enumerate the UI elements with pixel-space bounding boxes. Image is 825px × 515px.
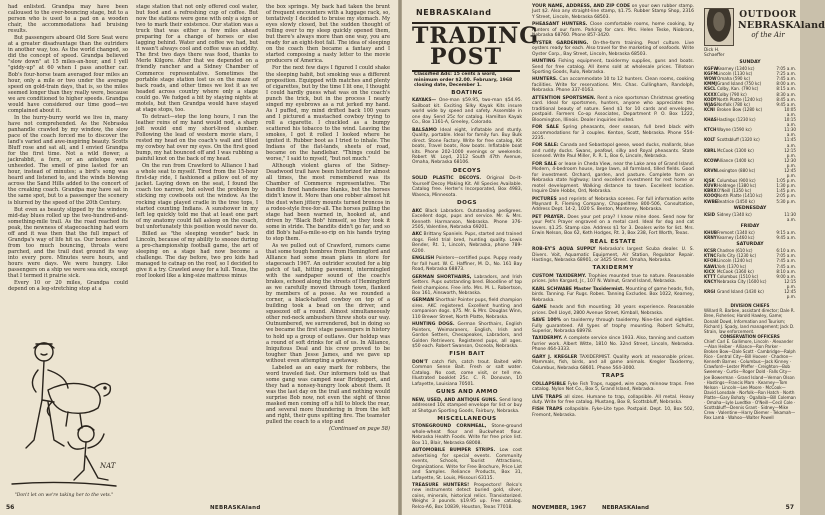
broadcast-time: 8:10 a.m. <box>776 268 796 274</box>
classified-ad <box>412 398 522 414</box>
station-call-sign: KOOQ <box>704 193 718 199</box>
station-call-sign: KTNC <box>704 253 717 259</box>
classified-ad-text: Stone-ground whole-wheat flour and Buckwheat flour. Nebraska Health Foods. Write for free price list. Box 11, Blair, Nebraska 68008. <box>412 424 523 446</box>
classified-ad <box>412 298 522 320</box>
broadcast-time: 12:45 p.m. <box>784 289 796 300</box>
schedule-day-heading: WEDNESDAY <box>733 205 767 211</box>
station-location: Lexington (880 kc) <box>717 167 756 173</box>
classified-ad <box>412 128 522 166</box>
broadcast-time: 7:05 a.m. <box>776 253 796 259</box>
classified-ad-text: Fishing equipment, taxidermy supplies, guns and boats. Send for free catalog. All items sold at wholesale prices. Tillotson Sporting Goods, Rulo, Nebraska. <box>532 59 695 75</box>
broadcast-time: 9:15 a.m. <box>776 230 796 235</box>
classified-ad <box>532 336 694 352</box>
broadcast-time: 9:00 a.m. <box>776 273 796 279</box>
classified-section-heading: TRAPS <box>601 373 625 380</box>
station-call-sign: KMMJ <box>704 81 717 87</box>
schedule-row <box>704 137 796 147</box>
classified-ad-lead: FISH TRAPS <box>532 407 563 413</box>
broadcast-time: 8:00 a.m. <box>776 81 796 87</box>
classified-ad-lead: BALSAMO <box>412 127 437 133</box>
classified-ad-lead: PHEASANT HUNTERS. <box>532 22 588 28</box>
classified-ad <box>532 4 694 20</box>
classified-ad-text: Black Labradors. Outstanding pedigrees. Excellent dogs, pups and service. Mr. & Mrs. Kenneth Harmanson, Nebraska. Phone 376-2505, Valentine, Nebraska 69201. <box>412 208 522 230</box>
broadcast-time: 12:15 p.m. <box>784 278 796 289</box>
cartoon-illustration <box>8 330 120 490</box>
classified-ad-text: Send long addressed 10c stamped envelope for list or buy at Shotgun Sporting Goods, Fairbury, Nebraska. <box>412 397 523 414</box>
schedule-row <box>704 235 796 240</box>
station-call-sign: KUVR <box>704 183 717 189</box>
classified-ad <box>412 483 522 510</box>
classified-section-heading: FISH BAIT <box>449 351 485 358</box>
schedule-row <box>704 289 796 299</box>
schedule-day-heading: SUNDAY <box>739 60 761 65</box>
masthead-title: TRADING POST <box>412 23 539 70</box>
left-page <box>0 0 398 515</box>
station-location: Sidney (1340 kc) <box>717 211 752 217</box>
station-location: Falls City (1230 kc) <box>717 253 757 259</box>
classified-ad-lead: YOUR NAME, ADDRESS, AND ZIP CODE <box>532 4 631 9</box>
station-call-sign: KHUB <box>704 230 718 235</box>
broadcast-time: 6:10 a.m. <box>776 248 796 254</box>
station-location: Broken Bow (1280 kc) <box>717 106 763 112</box>
classified-ad-lead: ATTENTION SPORTSMEN. <box>532 95 596 101</box>
station-call-sign: KCSR <box>704 248 717 254</box>
station-location: Kearney (1460 kc) <box>717 235 755 241</box>
classified-ad-text: all sizes. Humane to trap, collapsible. All metal. Heavy duty. Write for free catalog. Mustang, Box 8, Scottsbluff, Nebraska. <box>532 394 694 405</box>
cartoon-caption: "Don't let on we're taking her to the vets." <box>14 493 114 498</box>
station-call-sign: KBRL <box>704 147 717 153</box>
station-location: Fremont (1340 kc) <box>717 230 755 235</box>
station-call-sign: KGFM <box>704 71 718 77</box>
classified-ad <box>532 407 694 418</box>
classified-ad-text: Original Do-It-Yourself Decoy Making Kit. All Species Available. Catalog free. Herter's Incorporated, Box 4983, Waseca, Minnesota. <box>412 176 523 198</box>
classified-ad <box>532 197 694 213</box>
classified-ad <box>532 382 694 393</box>
classified-ad <box>532 318 694 334</box>
classified-ad-text: Prospectors! Relco's new instruments detect buried gold, silver, coins, minerals, historical relics. Transistorized. Weighs 3 pounds. $19.95 up. Free catalog. Relco-A6, Box 10839, Houston, Texas 77018. <box>412 483 522 510</box>
schedule-day-heading: FRIDAY <box>740 223 760 229</box>
classified-ad-text: Ideal eight, inflatable and sturdy. Quality, portable. Ideal for family fun. Buy Bulk direct. Stone Factory. Write for free catalog, Kit boats, Travel boats, Row boats. Inflatable boat kits. Phone 202-1000 evenings or weekends. Robert W. Loyd, 2112 South 47th Avenue, Omaha, Nebraska 68106. <box>412 127 522 166</box>
article-paragraph: Labeled as an easy mark for robbers, the word traveled fast. Our informers told us that some gang was camped near Bridgeport, and they had a nonsey-hungry look about them. It was the last day on the trail and nothing would surprise Bob now, not even the sight of three masked men coming off a hill to block the rear, and several more thundering in from the left and right, their guns spitting fire. The teamster pulled the coach to a stop and <box>266 364 390 426</box>
host-photo-caption: Dick H. Schaeffer <box>704 48 725 58</box>
station-call-sign: KOLT <box>704 137 716 143</box>
broadcast-time: 11:45 a.m. <box>784 137 796 148</box>
classified-ad-text: Pointers—certified pups. Puppy ready for fall hunt. W. C. Haffiner, M. D., No. 161 Bay Road, Nebraska 68873. <box>412 256 523 273</box>
radio-schedule <box>704 58 796 420</box>
classified-ad-text: Close comfortable rooms, home cooking, by hunters of our farm. Parking for cars. Mrs. Helen Teske, Niobrara, Nebraska 68760. Phone 857-3420. <box>532 22 694 39</box>
classified-ad-lead: AKC <box>412 232 423 238</box>
classified-ad-lead: OYSTER GARDENING. <box>532 40 589 46</box>
classified-ad <box>532 77 694 93</box>
division-chiefs-text: Willard R. Barbee, assistant director; Dale R. Bree, Fisheries; Harold Hawley, Game; Donald Dowd, Information and Tourism; Richard J. Spady, land management; Jack D. Strain, law enforcement. <box>704 308 795 334</box>
classified-section-heading: DECOYS <box>452 167 482 174</box>
station-location: Colby (790 kc) <box>717 91 747 97</box>
broadcast-time: 12:30 p.m. <box>784 157 796 168</box>
station-call-sign: KJSK <box>704 178 715 184</box>
station-call-sign: KXXX <box>704 91 717 97</box>
classified-section-heading: TAXIDERMY <box>592 265 634 272</box>
broadcast-time: 5:30 p.m. <box>776 198 796 204</box>
broadcast-time: 8:30 a.m. <box>776 91 796 97</box>
station-call-sign: KCNI <box>704 106 715 112</box>
continued-note: (Continued on page 58) <box>329 426 390 433</box>
classified-ad <box>532 215 694 237</box>
classified-ad <box>532 287 694 303</box>
classified-ad <box>532 96 694 123</box>
station-call-sign: KNCY <box>704 278 717 284</box>
classified-ad-text: Low cost advertising for special events. Community events, Schools, Tourist Attractions, Organizations. Write for Free Brochure, Price List and Samples. Reliance Products, Box 31, Lafayette, St. Louis, Missouri 63115. <box>412 448 522 481</box>
classified-ad-text: On-the-farm training. Pearl culture. Live oysters ready for each. Also travel for the marketing of seafoods. Write Oyster Corp., Bay Street, Lincoln, Nebraska 68503. <box>532 40 694 57</box>
schedule-row <box>704 212 796 222</box>
classified-ad <box>532 355 694 371</box>
station-call-sign: KTTT <box>704 273 716 279</box>
station-location: Lincoln (1130 kc) <box>717 71 753 77</box>
classified-rates: Classified Ads: 15 cents a word, minimum order $2.00. February, 1968 closing date, December 1. <box>414 72 513 89</box>
station-location: North Platte (1410 kc) <box>717 193 763 199</box>
article-paragraph: As we pulled out of Crawford, rumors came that some tough hombres from Hemingford and Alliance had some mean plans in store for stagecoach 1967. An outrider scouted for a big patch of tall, hitting pavement, intermingled with the sandpaper sound of the coach's brakes, echoed along the streets of Hemingford as we carefully moved through town, flanked by members of a posse. As we rounded a corner, a black-hatted cowboy on top of a building took a bead on the driver, and squeezed off a round. Almost simultaneously other red-neck ambushers threw shots our way. Outnumbered, we surrendered, but in doing so we became the first stage passengers in history to hold up a group of outlaws. Our holdup was a round of soft drinks for all of us. In Alliance, Iniquitous Deal and his crew proved to be tougher than Jesse James, and we gave up without even attempting a getaway. <box>266 242 390 364</box>
cartoon-signature: NAT <box>100 462 116 470</box>
classified-ad-text: Can accommodate 10 to 12 hunters. Clean rooms, cooking facilities. Write for reservations. Mrs. Chas. Cullingham, Randolph, Nebraska. Phone 337-0163. <box>532 77 694 94</box>
classified-ad-lead: GERMAN <box>412 298 434 304</box>
article-paragraph: On the run from Crawford to Alliance I had a whole seat to myself. Tired from the 15-hour first-day ride, I fashioned a pillow out of my jacket. Laying down on the seat, I found the coach too narrow, but solved the problem by sticking my cowboots out the window. As the rocking stage played cradle in the tree tops, I started counting Indians. A sunshower in my left leg quickly told me that at least one part of my anatomy could fall asleep on the coach, but unfortunately this position would never do. <box>136 163 258 230</box>
station-call-sign: KRNY <box>704 235 717 241</box>
station-location: Omaha (590 kc) <box>717 76 751 82</box>
schedule-row <box>704 168 796 178</box>
classified-ad <box>532 143 694 159</box>
classified-ad <box>532 125 694 141</box>
radio-title-line2: NEBRASKAland <box>738 20 825 31</box>
classified-ad <box>532 41 694 57</box>
article-paragraph: Although violent glares of the Sidney-Deadwood trail have been historized for almost all times, the most remembered was its Chamber of Commerce representative. The bandits fired handsome blanks, but the horses didn't know it. More than one robber almost hit the dust when jittery mounts turned broncos in a rodeo-style free-for-all. The horses pulling the stage had been warned in, hooked at, and driven by "Black Bob" himself, so they took it some in stride. The bandits didn't go far, and so did Bob's half-a-mile-so-rip on his hands trying to stop them. <box>266 163 390 242</box>
division-chiefs-heading: DIVISION CHIEFS <box>730 303 770 309</box>
schedule-row <box>704 148 796 158</box>
station-location: Columbus (900 kc) <box>717 178 756 184</box>
station-location: Chadron (610 kc) <box>717 248 753 254</box>
article-column-3 <box>266 4 390 494</box>
classified-ad-text: German Shorthairs, English Pointers, Weimaraners, English, Irish and Gordon Setters, Chesapeakes, Labradors, and Golden Retrievers. Registered pups, all ages. $50 each. Robert Swanson, Osceola, Nebraska. <box>412 322 522 350</box>
broadcast-time: 1:05 p.m. <box>776 178 796 184</box>
classified-ad <box>412 360 522 387</box>
classified-ad-lead: TAXIDERMY. <box>532 336 563 342</box>
classified-ad-lead: FOR SALE: <box>532 143 559 149</box>
radio-title-line3: of the Air <box>751 31 785 39</box>
station-call-sign: WJAG <box>704 101 717 107</box>
schedule-row <box>704 158 796 168</box>
classified-ad <box>412 98 522 125</box>
broadcast-time: 11:30 a.m. <box>784 127 796 138</box>
schedule-row <box>704 127 796 137</box>
station-call-sign: KSCL <box>704 86 716 92</box>
station-location: Grand Island (1430 kc) <box>717 289 764 295</box>
article-paragraph: In the hurry-burry world we live in, many have not comprehended. As the Nebraska panhandle crawled by my window, the slow pace of the coach forced me to discover the land's varied and awe-inspiring beauty. Scotts Bluff rose and sat all, and I envied Grandpa for the first time. Not a wild flower, a jackrabbit, a fern, or an antelope went unheeded. The smell of pine lasted for an hour, instead of minutes; a bird's song was heard and listened to, and the winds blowing across the Sand Hills added to the concert of the creaking coach. Grandpa may have sat in the same spot, but to a passenger the scenery is blurred by the speed of the 20th Century. <box>8 114 128 206</box>
station-location: Alliance (1400 kc) <box>717 157 754 163</box>
article-column-2 <box>136 4 258 494</box>
classified-ad <box>532 395 694 406</box>
broadcast-time: 1:45 p.m. <box>776 188 796 194</box>
classified-section-heading: DOGS <box>456 200 478 207</box>
broadcast-time: 11:30 a.m. <box>784 211 796 222</box>
article-paragraph: the box springs. My back had taken the brunt of frequent encounters with a luggage rack, so, tentatively I decided to bruise my stomach. My eyes slowly closed, but the sudden thought of rolling over to my sleep quickly opened them, but there's always more than one way, you are ready for an eight-foot fall. The idea of sleeping on the coach then became a fantasy and I started composing a nasty letter to the movie producers of America. <box>266 4 390 65</box>
classified-ad-text: Does your pet pray? I know mine does. Send now for your Pet's Prayer engraved on a metal card. Ideal for dog and cat lovers. $1.25. Stamp size. Address $1 for 3. Dealers write for list. Mrs. Erwin Nelson, Box 62, Keth Hodges, Rt. 3, Box 238, Fort Worth, Texas. <box>532 214 694 237</box>
classified-ad-lead: GARY J. KREGLER <box>532 354 578 360</box>
classified-ad-lead: KAYAKS— <box>412 98 437 104</box>
classified-ad-text: Labradors, and Irish Setters. Pups outstanding bred. Bloodline of top field champions. Free info. Mrs. M. L. Robertson, Box 161, Ainsworth, Nebraska. <box>412 274 523 296</box>
classified-ad <box>532 162 694 195</box>
broadcast-time: 7:25 a.m. <box>776 71 796 77</box>
station-location: Holdrege (1380 kc) <box>717 183 757 189</box>
broadcast-time: 10:05 a.m. <box>784 106 796 117</box>
article-paragraph: To detract—step the long hours, I ran the leather reins of my hand would nod, a sharp jolt would end my short-lived slumber. Following the lead of western movie stars, I rested my head on the coach's wall and tilted my cowboy hat over my eyes. On the first good bump, my hat bounced off and I was rubbing a painful knot on the back of my head. <box>136 113 258 163</box>
classified-section-heading: MISCELLANEOUS <box>437 416 497 423</box>
station-call-sign: WOW <box>704 76 717 82</box>
classified-column-2 <box>532 4 694 496</box>
article-paragraph: But even as beauty slipped by the window, mid-day blues rolled up the two-hundred-and-something-mile trail. As the road reached its peak, the newness of stagecoaching had worn off and it was then that the full impact of Grandpa's way of life hit us. Our bones ached from too much bouncing, throats were parched, and the trail dust ground its way into every pore. Minutes were hours, and hours were days. We were hungry. Like passengers on a ship we were sea sick, except that I termed it prairie sick. <box>8 206 128 280</box>
station-location: Wayne (1590 kc) <box>717 127 752 133</box>
conservation-officers-text: Chief: Carl E. Gallimore, Lincoln · Alexander—Alan Heiber · Alliance—Ron Parker · Broken Bow—Dale Scott · Cambridge—Ralph Rice · Central City—Bill Hoover · Chadron—Kenneth Barnes · Columbus—Jack Kinney · Crawford—Lester Pfeffer · Creighton—Bob Sweeney · Curtis—Roger Dold · Falls City—Joe Bowerman · Grand Island—Vernon Olson · Hastings—Francis Marn · Kearney—Tom Nelson · Lincoln—Lee Moore · McCook—David Lonsdale · Norfolk—Ron Hatch · North Platte—Gary Bohaty · Ogallala—Bill Coleman · Omaha—Lyle Luedtke · O'Neill—Cecil Cole · Scottsbluff—Dennis Grant · Sidney—Mike Crew · Valentine—Harry Diemer · Tekamah—Rex Lamb · Wahoo—Walter Powell <box>704 338 796 421</box>
broadcast-time: 2:05 p.m. <box>776 193 796 199</box>
outdoor-radio-sidebar <box>704 6 825 502</box>
classified-ad <box>532 247 694 263</box>
article-paragraph: Billed as "the sleeping wonder" back in Lincoln, because of my ability to snooze during a pro-championship football game, the art of sleeping on a stage had now become a challenge. The day before, two pro kids had managed to catnap on the roof, so I decided to give it a try. Crawled away for a lull. Texas, the roof looked like a king-size mattress minus <box>136 230 258 280</box>
classified-ad-text: Trophies mounted true to nature. Reasonable prices. John Kargard, Jr., 107 N. Walnut, Grand Island, Nebraska. <box>532 273 694 285</box>
classified-ad-text: or lease in Cheda View, near the Lake area of Grand Island. Modern, 4-bedroom house, large lawn, all farmland, tilled fields. Good for investment. Orchard, garden, and pasture. Complete farm on Nebraska state highway; land excellent investment for rest home or motel development. Walking distance to town. Excellent location. Inquire Dale Hobbs, Ord, Nebraska. <box>532 161 694 195</box>
classified-ad-lead: STONEGROUND CORNMEAL, <box>412 424 487 430</box>
classified-section-heading: GUNS AND AMMO <box>435 389 499 396</box>
classified-ad-text: Brittany Spaniels. Pups, started and trained dogs. Field trial bred, hunting quality. Lewis Bender, Rt. 1, Lincoln, Nebraska, phone 789-6200. <box>412 232 522 254</box>
classified-ad-text: on taxidermy through taxidermy. Nine-ties and eighties. Fully guaranteed. All types of trophy mounting. Robert Schultz, Superior, Nebraska 68978. <box>532 318 695 335</box>
classified-ad-text: Spring pheasants, deer season, full bred black with accommodations for 3 couples. Kenton, Scott, Nebraska. Phone 554-2235. <box>532 125 694 141</box>
radio-title-line1: OUTDOOR <box>739 10 797 20</box>
radio-show-title <box>738 10 825 39</box>
article-paragraph: But passengers aboard Old Sore Seat were at a greater disadvantage than the outriders in another way, too. As the world changed, so did the concept of speed. Grandpa believed "slow down" at 15 miles-an-hour, and I yell "giddy-up" at 60 when I pass another car. Bob's four-horse team averaged four miles an hour, only a mile or two under the average speed on gold-train days, that is, so the miles seemed longer than they really were, because we are conditioned to higher speeds. Grandpa would have considered our time good—we complained about it. <box>8 35 128 114</box>
classified-ad-text: catch fish, catch trout. Baited with Common Sense Bait. Fresh or salt water. Catalog. No cost, come visit, or tell me. Illustrated booklet 25c. C. R. Donovan, 10 Lafayette, Louisiana 70501. <box>412 359 522 387</box>
article-paragraph: had enlisted. Grandpa may have been calloused to the ever-bouncing stage, but to a person who is used to a pad on a wooden chair, the accommodations had bruising results. <box>8 4 128 35</box>
article-column-1 <box>8 4 128 326</box>
schedule-row <box>704 279 796 289</box>
classified-ad-lead: DON'T <box>412 359 428 365</box>
broadcast-time: 9:45 a.m. <box>776 101 796 107</box>
classified-ad-lead: TREASURE HUNTERS! <box>412 483 470 488</box>
station-location: Nebraska City (1600 kc) <box>717 278 767 284</box>
classified-ad-lead: GAME <box>532 305 547 311</box>
classified-ad-text: Fyke Fish Traps, rugged, wire cage, minnow traps. Free catalog. Nylon Net Co., Box 5, Grand Island, Nebraska. <box>532 381 694 393</box>
article-paragraph: stage station that not only offered cool water, but food and a refreshing cup of coffee. But now the stations were gone with only a sign or two to mark their existence. Our station was a truck that was either a few miles ahead preparing for a change of horses or else lagging behind. Water and coffee we had, but it wasn't always cool and coffee was an oddity. The first two days there was food, thanks to Merle Kilgore. After that we depended on a friendly rancher and a Sidney Chamber of Commerce representative. Sometimes the portable stage station lost us on the maze of back roads, and other times we lost it as we headed across country where only a stage could go. We fudged a bit by staying nights at motels, but then Grandpa would have stayed at stage stops, too. <box>136 4 258 113</box>
article-paragraph: Every 10 or 20 miles, Grandpa could depend on a leg-stretching stop at a <box>8 280 128 293</box>
schedule-row <box>704 117 796 127</box>
broadcast-time: 10:15 a.m. <box>784 117 796 128</box>
station-call-sign: KWBE <box>704 198 718 204</box>
classified-ad-lead: HUNTING DOGS. <box>412 322 455 328</box>
classified-column-1 <box>412 88 523 510</box>
classified-ad <box>412 176 522 198</box>
classified-ad-lead: GERMAN SHORTHAIRS, <box>412 274 472 280</box>
station-location: Hastings (1230 kc) <box>717 117 756 123</box>
classified-ad-text: TAXIDERMIST. Quality work at reasonable prices. Mammals, fish, birds, and all game animals. Kregler Taxidermy, Columbus, Nebraska 68601. Phone 564-3000. <box>532 354 694 371</box>
classified-ad <box>412 275 522 297</box>
schedule-row <box>704 107 796 117</box>
classified-ad-text: Shorthair Pointer pups, field champion sires. AKC registered. Excellent hunting and companion dogs. $75. Mr. & Mrs. Douglas Winn, 110 Brewer Street, North Platte, Nebraska. <box>412 298 523 320</box>
station-call-sign: KSID <box>704 211 716 217</box>
classified-ad <box>412 424 522 446</box>
classified-ad-lead: SAVE 100% <box>532 318 562 324</box>
classified-ad-lead: HUNTING <box>532 59 556 65</box>
classified-section-heading: BOATING <box>451 90 483 96</box>
classified-ad-lead: AKC <box>412 208 423 214</box>
classified-ad-lead: PICTURES <box>532 196 557 202</box>
classified-ad-lead: FOR SALE <box>532 125 559 131</box>
classified-ad-text: collapsible. Fyke-Lite type. Postpaid. Dept. 10, Box 502, Fremont, Nebraska. <box>532 407 694 418</box>
station-location: Norfolk (780 kc) <box>717 101 750 107</box>
classified-ad-lead: PET PRAYER. <box>532 214 566 220</box>
classified-ad-text: Mounting of game heads, fish, birds. Tanning. Fur Rugs. Robes. Tanning Excludes. Box 1022, Kearney, Nebraska. <box>532 286 694 303</box>
classified-ad-text: Rent a nice sportsman Christmas greeting card. Ideal for sportsmen, hunters, anyone who appreciates the traditional beauty of nature. Send $1 for 10 cards and envelopes, postpaid. Farmers Co-op Associates, Department P. O. Box 1222, Bloomington, Illinois. Dealer inquiries invited. <box>532 95 694 123</box>
classified-ad-text: One-man $59.95, two-man $54.95. Sailboat kit. Exciting Silky Kayak Kits insure world wide by speed and safety. Assemble in one day. Send 25c for catalog. Hamilton Kayak Co., Box 1161-A, Greeley, Colorado. <box>412 98 523 126</box>
classified-ad <box>532 305 694 316</box>
page-number-left: 56 <box>6 504 15 511</box>
broadcast-time: 7:45 a.m. <box>776 263 796 269</box>
station-call-sign: KHAS <box>704 117 717 123</box>
station-call-sign: KRVN <box>704 167 717 173</box>
broadcast-time: 7:45 a.m. <box>776 76 796 82</box>
staff-listing <box>704 303 796 420</box>
station-call-sign: KODY <box>704 96 717 102</box>
broadcast-time: 8:15 a.m. <box>776 86 796 92</box>
station-location: Scottsbluff (1320 kc) <box>717 137 760 143</box>
classified-ad-lead: ROB-EY'S AQUA SUPPLY <box>532 247 596 253</box>
station-location: Grand Island (750 kc) <box>717 81 762 87</box>
station-location: North Platte (1240 kc) <box>717 96 763 102</box>
classified-ad-lead: AUTOMOBILE BUMPER STRIPS. <box>412 448 496 454</box>
broadcast-time: 8:45 a.m. <box>776 96 796 102</box>
classified-ad <box>412 322 522 349</box>
station-call-sign: KGFW <box>704 66 718 72</box>
broadcast-time: 9:45 a.m. <box>776 235 796 241</box>
broadcast-time: 1:30 p.m. <box>776 183 796 189</box>
footer-issue-date: NOVEMBER, 1967 <box>532 505 587 511</box>
classified-ad-lead: KARL SCHWABE Master Taxidermist. <box>532 286 625 292</box>
station-location: Kearney (1340 kc) <box>717 66 755 72</box>
broadcast-time: 7:45 a.m. <box>776 258 796 264</box>
conservation-officers-heading: CONSERVATION OFFICERS <box>720 333 780 339</box>
broadcast-time: 7:05 a.m. <box>776 66 796 72</box>
station-location: Beatrice (1450 kc) <box>717 198 755 204</box>
classified-ad-text: Canada and Sebastopol geese, wood ducks, mallards, blue and ruddy ducks. Swans, peafowl, silky and Royal pheasants. State licensed. Write Paul Miller, R. R. 1, Box 6, Lincoln, Nebraska. <box>532 143 695 160</box>
classified-ad-text: and reprints of Nebraska scenes. For full information write Maynard R. Fleming Company, Chappelltree 800-506, Consultation, Address Dept. 14-2, 1020 S. Benton, Monterey, Nebraska. <box>532 196 694 213</box>
station-location: Colby, Kan. (790 kc) <box>717 86 759 92</box>
footer-magazine-name-left: NEBRASKAland <box>210 505 261 511</box>
classified-ad-lead: COLLAPSIBLE <box>532 381 566 387</box>
classified-ad-lead: ENGLISH <box>412 256 435 262</box>
classified-ad <box>532 59 694 75</box>
station-location: McCook (1300 kc) <box>717 147 754 153</box>
classified-ad <box>532 274 694 285</box>
station-call-sign: KTCH <box>704 127 717 133</box>
classified-ad-lead: SOLID PLASTIC DECOYS. <box>412 176 482 182</box>
classified-ad-text: heads and fish mounting; 30 years experience. Reasonable prices. Dell Lloyd, 2800 Avenue Street, Kimball, Nebraska. <box>532 305 694 316</box>
station-call-sign: KFOR <box>704 258 717 264</box>
schedule-day-heading: SATURDAY <box>736 242 764 248</box>
classified-ad-lead: FOR SALE <box>532 161 557 167</box>
classified-ad-text: A complete service since 1933. Also, tanning and custom furrier work. Albert Witte, 1810 No. 32nd Street, Lincoln, Nebraska. Phone 464-3333. <box>532 336 695 353</box>
station-call-sign: KRGI <box>704 289 716 295</box>
station-location: McCook (1360 kc) <box>717 268 754 274</box>
classified-ad <box>412 448 522 481</box>
schedule-row <box>704 199 796 204</box>
footer-magazine-name-right: NEBRASKAland <box>602 505 649 511</box>
classified-ad-text: on your own rubber stamp. Just $2. Also any straight-line stamp, $1.75. Rubber Stamp Shop, 2316 Y Street, Lincoln, Nebraska 68503. <box>532 4 694 20</box>
classified-ad-lead: NEW, USED, AND ANTIQUE GUNS. <box>412 397 498 403</box>
classified-ad-lead: LIVE TRAPS <box>532 394 563 400</box>
station-location: Columbus (1510 kc) <box>717 273 759 279</box>
page-number-right: 57 <box>785 504 794 511</box>
classified-section-heading: REAL ESTATE <box>589 238 637 245</box>
station-location: York (1370 kc) <box>717 263 747 269</box>
station-location: Lincoln (1240 kc) <box>717 258 753 264</box>
station-call-sign: KBRX <box>704 188 717 194</box>
article-paragraph: For the next few days I figured I could shake the sleeping habit, but smoking was a different proposition. Equipped with matches and plenty of cigarettes, but by the time I lit one, I thought I could hardly guess what was on the coach's punch the trick, but in the process I nearly singed my eyebrows as a rut jerked my hand. As I puffed, my mind drifted back 100 years and I pictured a mustached cowboy trying to roll a cigarette. I chuckled as a bumpy scattered his tobacco to the wind. Leaving the smokes, I got it rolled I looked where he ignited it. Rubber boot as I tried to inhale. The Indians of the flat-lands, sheets of road, became on the handlebar. "Things could be worse," I said to myself, "but not much." <box>266 65 390 163</box>
classified-ad <box>412 209 522 231</box>
masthead-kicker: NEBRASKAland <box>416 8 492 17</box>
classified-ad <box>532 22 694 38</box>
station-call-sign: KCOW <box>704 157 718 163</box>
broadcast-time: 12:15 p.m. <box>784 147 796 158</box>
classified-ad <box>412 232 522 254</box>
classified-ad-lead: CUSTOM TAXIDERMY. <box>532 273 587 279</box>
right-page <box>402 0 825 515</box>
station-call-sign: KAWL <box>704 263 718 269</box>
station-location: O'Neill (1350 kc) <box>717 188 752 194</box>
broadcast-time: 12:45 p.m. <box>784 167 796 179</box>
host-photo <box>704 8 734 46</box>
station-call-sign: KICX <box>704 268 715 274</box>
classified-ad-lead: HUNTERS. <box>532 77 558 83</box>
classified-ad-text: Nebraska's largest Scuba dealer. U. S. Divers. Voit, Aquamatic Equipment, Air Station, Regulator Repair. Hastings, Nebraska 68901, or 3425 Street. Omaha, Nebraska. <box>532 247 694 264</box>
classified-ad <box>412 256 522 272</box>
